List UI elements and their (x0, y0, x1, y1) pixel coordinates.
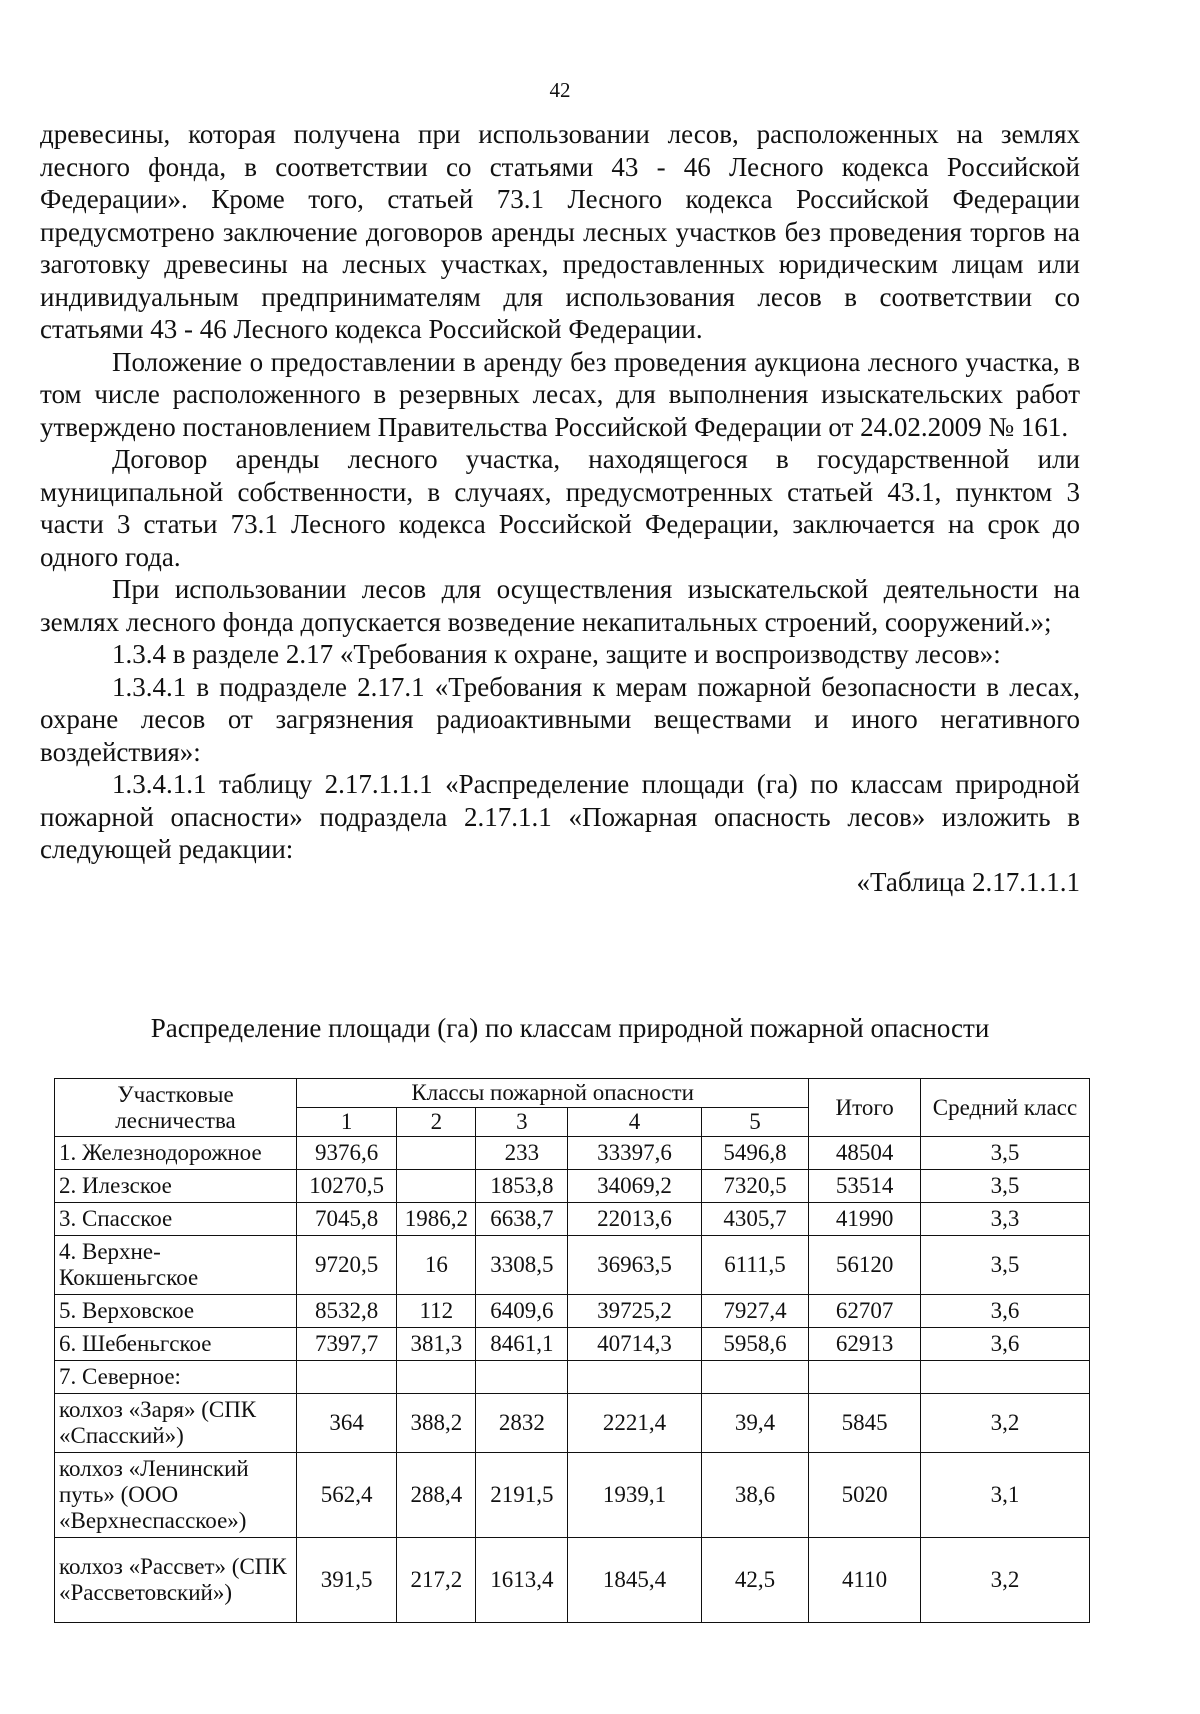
table-row (55, 1295, 1090, 1328)
cell-class-4: 2221,4 (568, 1394, 702, 1453)
cell-forestry: 6. Шебеньгское (55, 1328, 297, 1361)
cell-class-2: 288,4 (397, 1453, 476, 1538)
paragraph: 1.3.4.1 в подразделе 2.17.1 «Требования к мерам пожарной безопасности в лесах, охране лесов от загрязнения радиоактивными веществами и иного негативного воздействия»: (40, 671, 1080, 767)
header-class-4: 4 (568, 1108, 702, 1137)
cell-total: 62913 (809, 1328, 921, 1361)
paragraph: древесины, которая получена при использовании лесов, расположенных на землях лесного фонда, в соответствии со статьями 43 - 46 Лесного кодекса Российской Федерации». Кроме того, статьей 73.1 Лесного кодекса Российской Федерации предусмотрено заключение договоров аренды лесных участков без проведения торгов на заготовку древесины на лесных участках, предоставленных юридическим лицам или индивидуальным предпринимателям для использования лесов в соответствии со статьями 43 - 46 Лесного кодекса Российской Федерации. (40, 119, 1080, 344)
fire-danger-table (54, 1078, 1090, 1623)
cell-class-2: 217,2 (397, 1538, 476, 1623)
paragraph: Положение о предоставлении в аренду без проведения аукциона лесного участка, в том числе расположенного в резервных лесах, для выполнения изыскательских работ утверждено постановлением Правительства Российской Федерации от 24.02.2009 № 161. (40, 346, 1080, 442)
cell-avg-class: 3,6 (920, 1328, 1089, 1361)
cell-class-4: 22013,6 (568, 1203, 702, 1236)
cell-class-4: 33397,6 (568, 1137, 702, 1170)
cell-class-2: 388,2 (397, 1394, 476, 1453)
cell-forestry: колхоз «Рассвет» (СПК «Рассветовский») (55, 1538, 297, 1623)
table-row (55, 1328, 1090, 1361)
cell-forestry: колхоз «Ленинский путь» (ООО «Верхнеспасское») (55, 1453, 297, 1538)
cell-avg-class: 3,5 (920, 1137, 1089, 1170)
cell-forestry: 3. Спасское (55, 1203, 297, 1236)
cell-avg-class: 3,5 (920, 1236, 1089, 1295)
cell-class-1: 391,5 (297, 1538, 397, 1623)
cell-class-1: 7045,8 (297, 1203, 397, 1236)
cell-total: 41990 (809, 1203, 921, 1236)
cell-forestry: колхоз «Заря» (СПК «Спасский») (55, 1394, 297, 1453)
cell-class-1: 364 (297, 1394, 397, 1453)
cell-class-5: 6111,5 (701, 1236, 809, 1295)
paragraph: При использовании лесов для осуществления изыскательской деятельности на землях лесного фонда допускается возведение некапитальных строений, сооружений.»; (40, 574, 1080, 637)
cell-class-4: 40714,3 (568, 1328, 702, 1361)
cell-class-4: 1845,4 (568, 1538, 702, 1623)
cell-class-4: 1939,1 (568, 1453, 702, 1538)
cell-avg-class: 3,2 (920, 1394, 1089, 1453)
cell-class-2 (397, 1361, 476, 1394)
cell-forestry: 7. Северное: (55, 1361, 297, 1394)
body-text (40, 118, 1080, 898)
table-row (55, 1453, 1090, 1538)
header-class-5: 5 (701, 1108, 809, 1137)
paragraph: Договор аренды лесного участка, находящегося в государственной или муниципальной собственности, в случаях, предусмотренных статьей 43.1, пунктом 3 части 3 статьи 73.1 Лесного кодекса Российской Федерации, заключается на срок до одного года. (40, 444, 1080, 572)
cell-class-1: 8532,8 (297, 1295, 397, 1328)
cell-class-4: 34069,2 (568, 1170, 702, 1203)
table-reference: «Таблица 2.17.1.1.1 (856, 866, 1080, 897)
paragraph: 1.3.4 в разделе 2.17 «Требования к охране, защите и воспроизводству лесов»: (112, 639, 1001, 669)
cell-class-1: 9720,5 (297, 1236, 397, 1295)
header-class-1: 1 (297, 1108, 397, 1137)
cell-class-3: 1853,8 (476, 1170, 568, 1203)
header-forestry: Участковые лесничества (55, 1079, 297, 1137)
cell-class-2 (397, 1137, 476, 1170)
cell-class-3: 1613,4 (476, 1538, 568, 1623)
cell-class-4 (568, 1361, 702, 1394)
cell-forestry: 2. Илезское (55, 1170, 297, 1203)
cell-avg-class: 3,6 (920, 1295, 1089, 1328)
table-row (55, 1538, 1090, 1623)
cell-total: 48504 (809, 1137, 921, 1170)
cell-total (809, 1361, 921, 1394)
header-class-2: 2 (397, 1108, 476, 1137)
table-row (55, 1236, 1090, 1295)
cell-class-3: 3308,5 (476, 1236, 568, 1295)
table-row (55, 1394, 1090, 1453)
cell-class-3: 2191,5 (476, 1453, 568, 1538)
cell-total: 4110 (809, 1538, 921, 1623)
header-avg-class: Средний класс (920, 1079, 1089, 1137)
header-classes: Классы пожарной опасности (297, 1079, 809, 1108)
page-number: 42 (549, 78, 571, 102)
cell-avg-class: 3,2 (920, 1538, 1089, 1623)
cell-class-3: 6638,7 (476, 1203, 568, 1236)
header-total: Итого (809, 1079, 921, 1137)
cell-class-2: 381,3 (397, 1328, 476, 1361)
cell-class-1: 7397,7 (297, 1328, 397, 1361)
header-class-3: 3 (476, 1108, 568, 1137)
cell-class-2: 1986,2 (397, 1203, 476, 1236)
cell-avg-class: 3,1 (920, 1453, 1089, 1538)
cell-class-4: 36963,5 (568, 1236, 702, 1295)
cell-avg-class: 3,3 (920, 1203, 1089, 1236)
cell-class-5: 5958,6 (701, 1328, 809, 1361)
cell-total: 62707 (809, 1295, 921, 1328)
table-row (55, 1137, 1090, 1170)
cell-class-5: 38,6 (701, 1453, 809, 1538)
cell-class-5 (701, 1361, 809, 1394)
cell-class-2 (397, 1170, 476, 1203)
cell-forestry: 5. Верховское (55, 1295, 297, 1328)
cell-total: 5020 (809, 1453, 921, 1538)
cell-forestry: 4. Верхне-Кокшеньгское (55, 1236, 297, 1295)
cell-class-1: 562,4 (297, 1453, 397, 1538)
cell-class-2: 112 (397, 1295, 476, 1328)
cell-total: 53514 (809, 1170, 921, 1203)
table-title: Распределение площади (га) по классам природной пожарной опасности (150, 1013, 990, 1043)
cell-class-3: 2832 (476, 1394, 568, 1453)
table-row (55, 1203, 1090, 1236)
table-row (55, 1170, 1090, 1203)
cell-class-1 (297, 1361, 397, 1394)
cell-class-4: 39725,2 (568, 1295, 702, 1328)
cell-class-5: 42,5 (701, 1538, 809, 1623)
cell-class-3: 8461,1 (476, 1328, 568, 1361)
cell-class-5: 7927,4 (701, 1295, 809, 1328)
cell-class-3 (476, 1361, 568, 1394)
paragraph: 1.3.4.1.1 таблицу 2.17.1.1.1 «Распределение площади (га) по классам природной пожарной опасности» подраздела 2.17.1.1 «Пожарная опасность лесов» изложить в следующей редакции: (40, 769, 1080, 864)
cell-total: 56120 (809, 1236, 921, 1295)
cell-class-1: 9376,6 (297, 1137, 397, 1170)
cell-class-2: 16 (397, 1236, 476, 1295)
cell-class-3: 233 (476, 1137, 568, 1170)
cell-class-5: 39,4 (701, 1394, 809, 1453)
cell-total: 5845 (809, 1394, 921, 1453)
cell-class-5: 7320,5 (701, 1170, 809, 1203)
table-row (55, 1361, 1090, 1394)
cell-class-5: 5496,8 (701, 1137, 809, 1170)
cell-avg-class (920, 1361, 1089, 1394)
cell-class-5: 4305,7 (701, 1203, 809, 1236)
cell-class-3: 6409,6 (476, 1295, 568, 1328)
cell-class-1: 10270,5 (297, 1170, 397, 1203)
cell-avg-class: 3,5 (920, 1170, 1089, 1203)
cell-forestry: 1. Железнодорожное (55, 1137, 297, 1170)
